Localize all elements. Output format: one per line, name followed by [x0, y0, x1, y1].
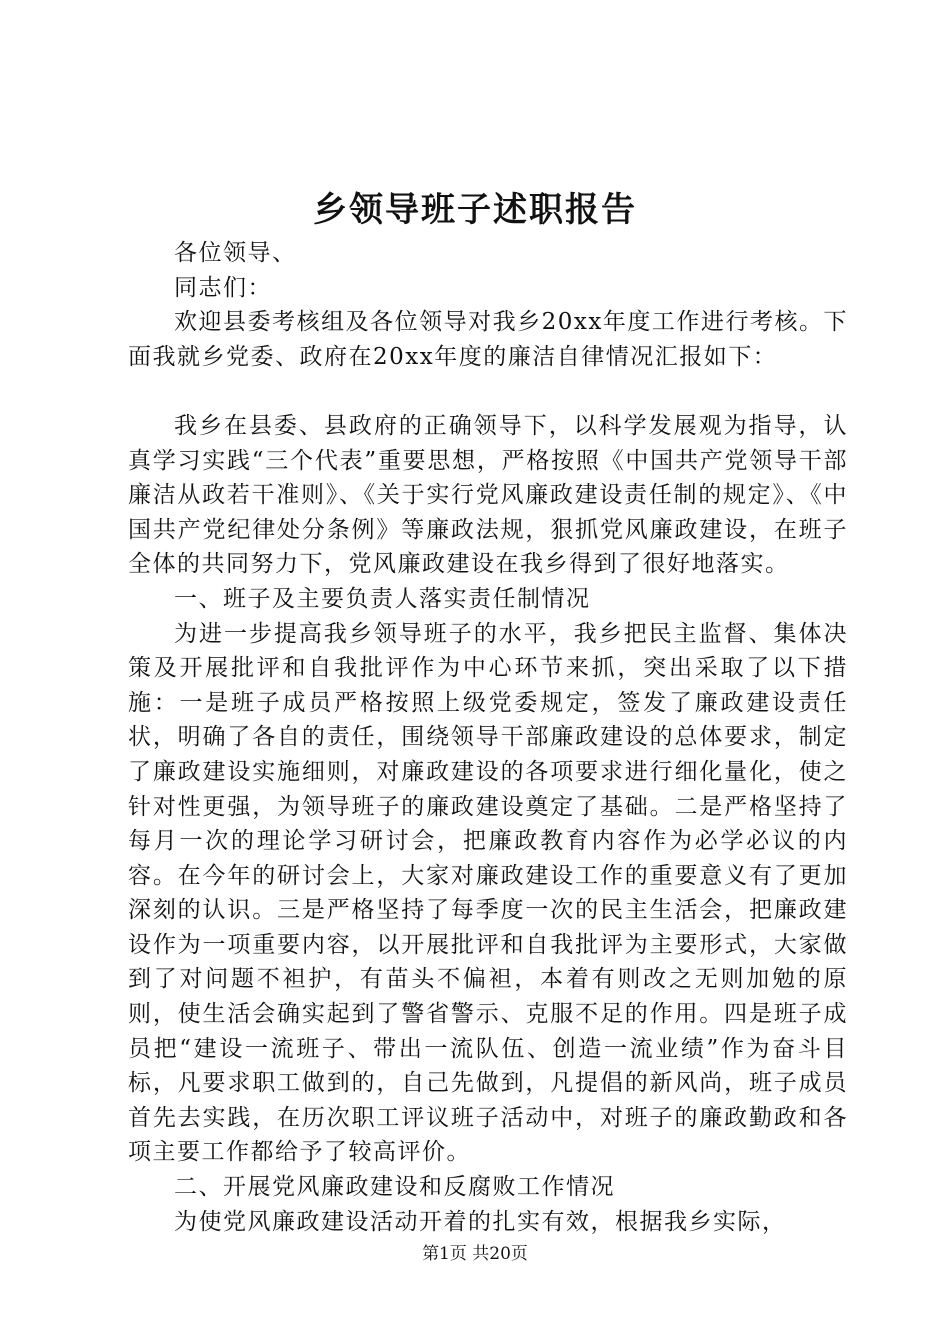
section-heading-2: 二、开展党风廉政建设和反腐败工作情况 [174, 1174, 615, 1201]
section-heading-1: 一、班子及主要负责人落实责任制情况 [174, 585, 591, 612]
section-1-paragraph: 为进一步提高我乡领导班子的水平，我乡把民主监督、集体决策及开展批评和自我批评作为中心环节来抓，突出采取了以下措施：一是班子成员严格按照上级党委规定，签发了廉政建设责任状，明确了各自的责任，围绕领导干部廉政建设的总体要求，制定了廉政建设实施细则，对廉政建设的各项要求进行细化量化，使之针对性更强，为领导班子的廉政建设奠定了基础。二是严格坚持了每月一次的理论学习研讨会，把廉政教育内容作为必学必议的内容。在今年的研讨会上，大家对廉政建设工作的重要意义有了更加深刻的认识。三是严格坚持了每季度一次的民主生活会，把廉政建设作为一项重要内容，以开展批评和自我批评为主要形式，大家做到了对问题不袒护，有苗头不偏袒，本着有则改之无则加勉的原则，使生活会确实起到了警省警示、克服不足的作用。四是班子成员把“建设一流班子、带出一流队伍、创造一流业绩”作为奋斗目标，凡要求职工做到的，自己先做到，凡提倡的新风尚，班子成员首先去实践，在历次职工评议班子活动中，对班子的廉政勤政和各项主要工作都给予了较高评价。 [128, 620, 848, 1166]
document-body [128, 236, 848, 1239]
salutation-line-1: 各位领导、 [174, 240, 297, 266]
page-number-footer: 第1页 共20页 [422, 1244, 528, 1264]
overview-paragraph: 我乡在县委、县政府的正确领导下，以科学发展观为指导，认真学习实践“三个代表”重要思想，严格按照《中国共产党领导干部廉洁从政若干准则》、《关于实行党风廉政建设责任制的规定》、《中国共产党纪律处分条例》等廉政法规，狠抓党风廉政建设，在班子全体的共同努力下，党风廉政建设在我乡得到了很好地落实。 [128, 412, 848, 578]
salutation-line-2: 同志们： [174, 274, 272, 301]
section-2-paragraph: 为使党风廉政建设活动开着的扎实有效，根据我乡实际， [174, 1208, 787, 1235]
document-title: 乡领导班子述职报告 [313, 190, 637, 230]
intro-paragraph: 欢迎县委考核组及各位领导对我乡20xx年度工作进行考核。下面我就乡党委、政府在20xx年度的廉洁自律情况汇报如下： [128, 309, 848, 370]
